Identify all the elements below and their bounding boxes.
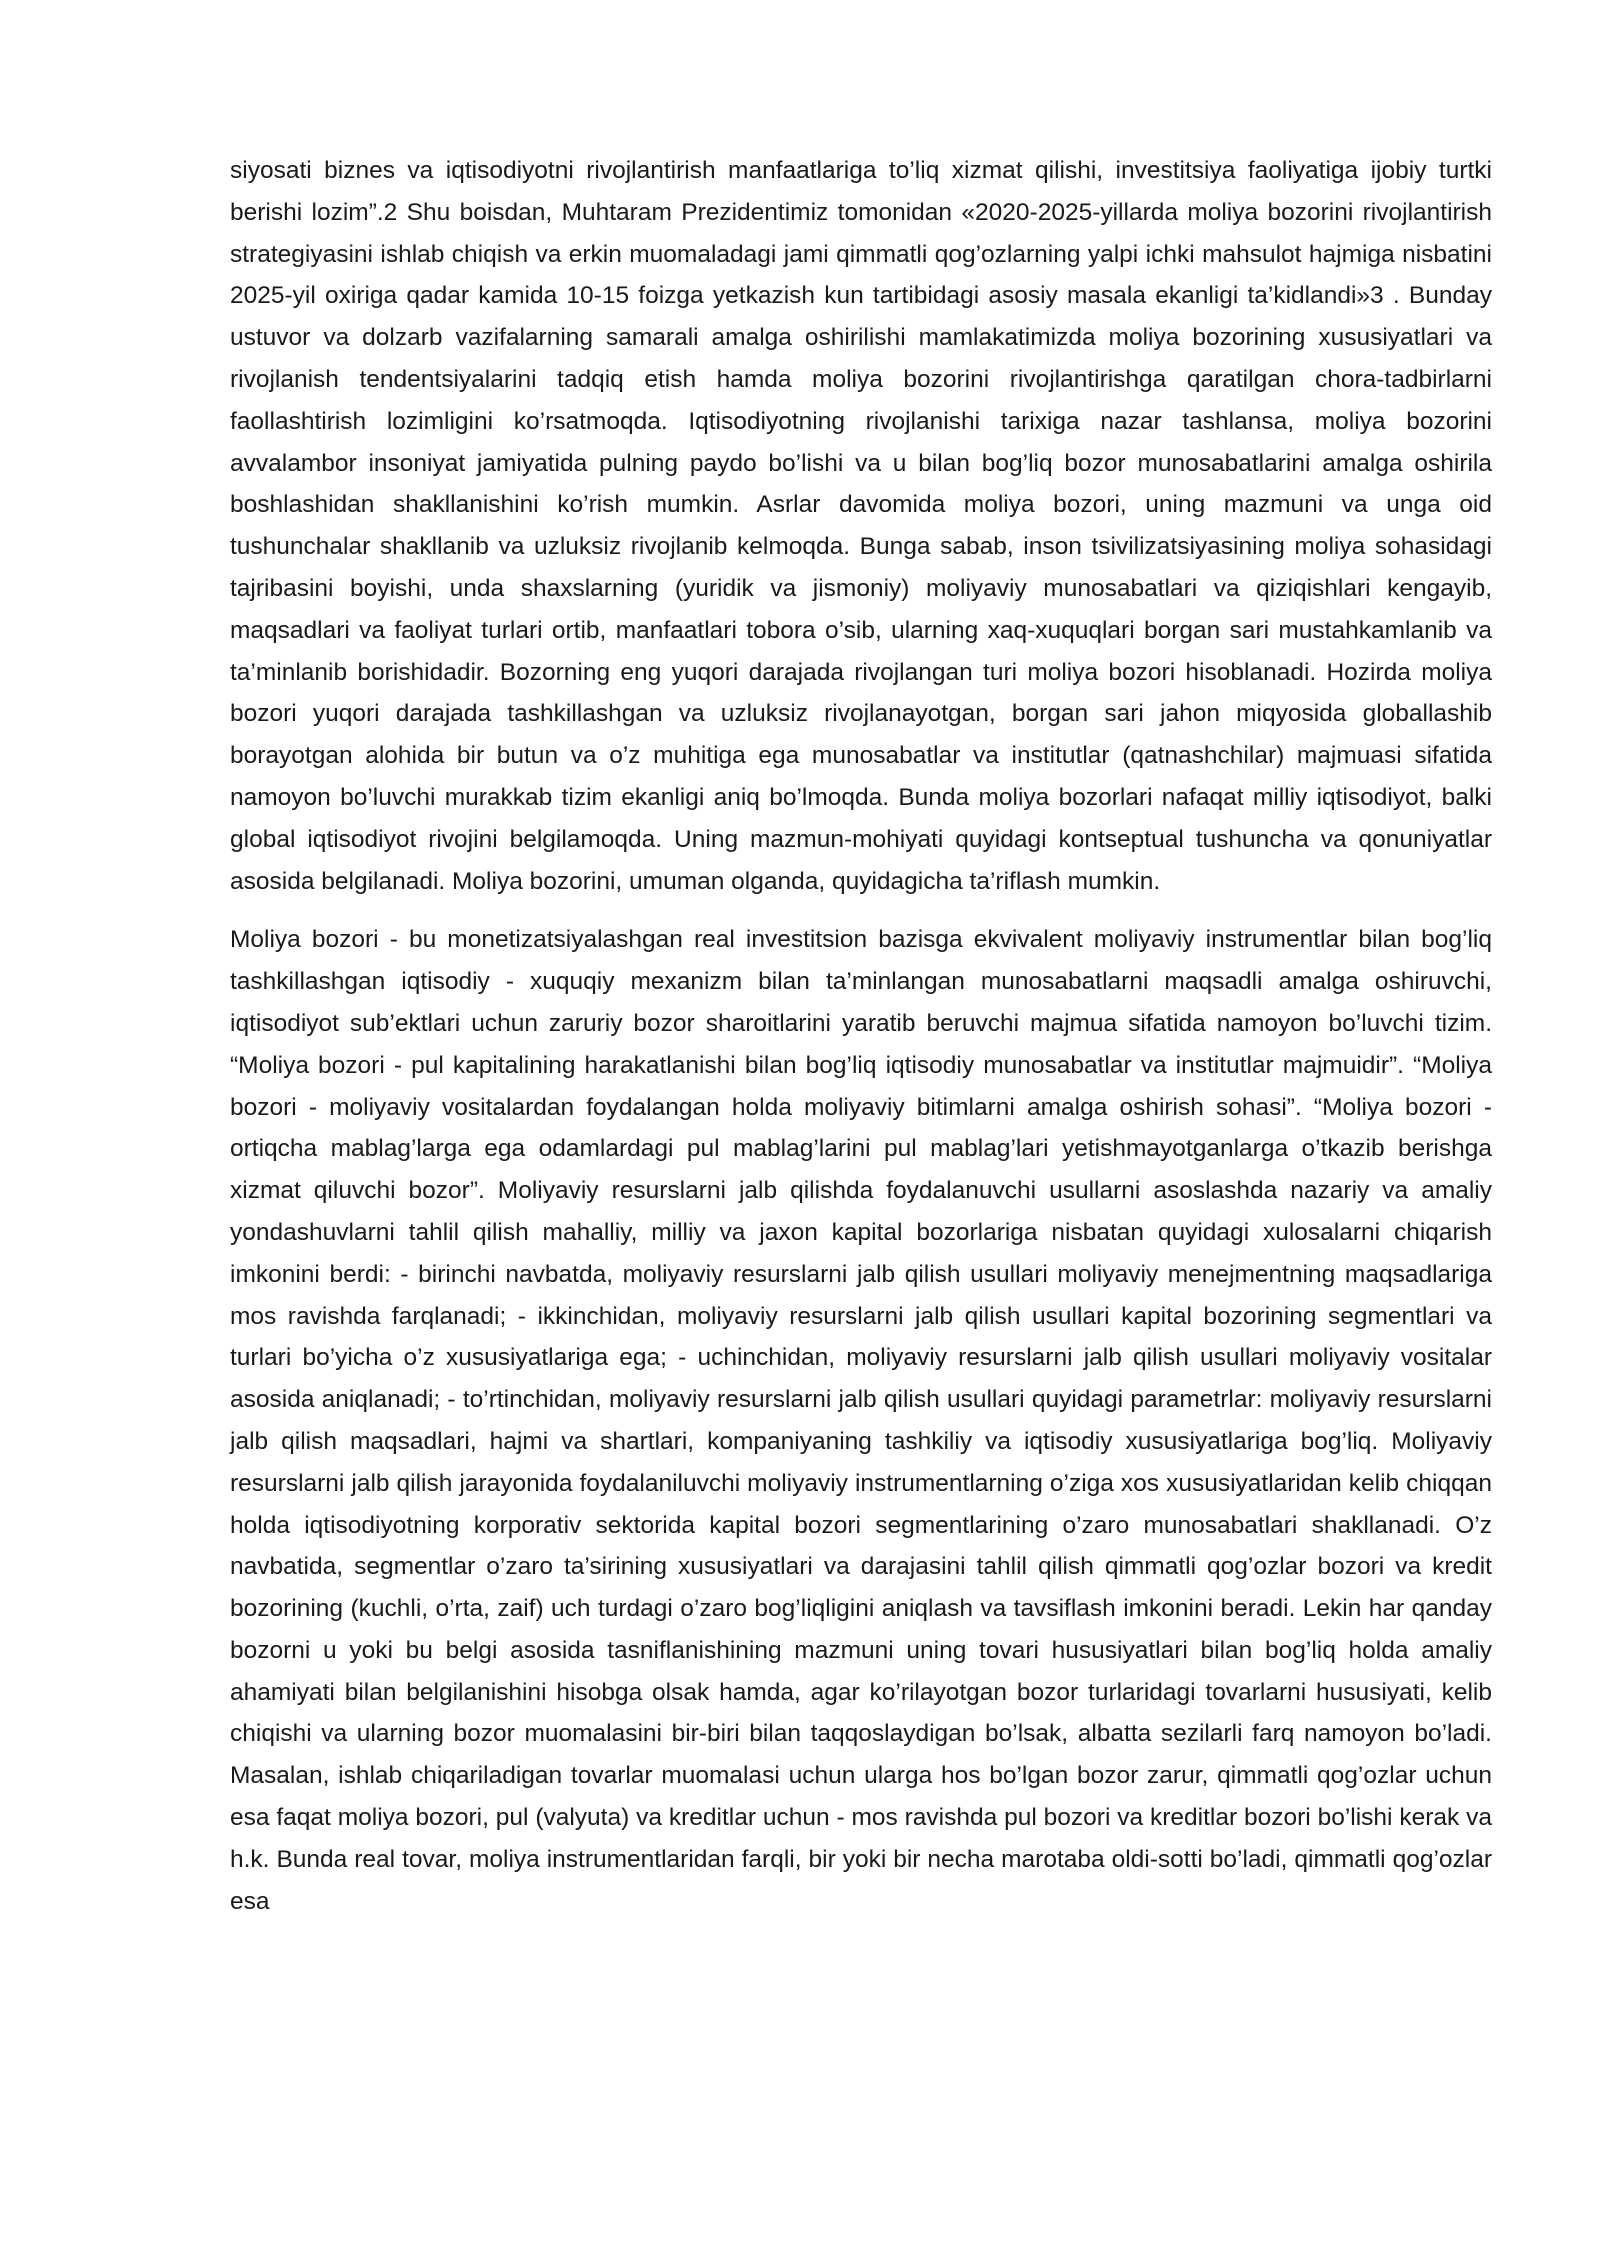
paragraph-2: Moliya bozori - bu monetizatsiyalashgan real investitsion bazisga ekvivalent moliyaviy instrumentlar bilan bog’liq tashkillashgan iqtisodiy - xuquqiy mexanizm bilan ta’minlangan munosabatlarni maqsadli amalga oshiruvchi, iqtisodiyot sub’ektlari uchun zaruriy bozor sharoitlarini yaratib beruvchi majmua sifatida namoyon bo’luvchi tizim. “Moliya bozori - pul kapitalining harakatlanishi bilan bog’liq iqtisodiy munosabatlar va institutlar majmuidir”. “Moliya bozori - moliyaviy vositalardan foydalangan holda moliyaviy bitimlarni amalga oshirish sohasi”. “Moliya bozori - ortiqcha mablag’larga ega odamlardagi pul mablag’larini pul mablag’lari yetishmayotganlarga o’tkazib berishga xizmat qiluvchi bozor”. Moliyaviy resurslarni jalb qilishda foydalanuvchi usullarni asoslashda nazariy va amaliy yondashuvlarni tahlil qilish mahalliy, milliy va jaxon kapital bozorlariga nisbatan quyidagi xulosalarni chiqarish imkonini berdi: - birinchi navbatda, moliyaviy resurslarni jalb qilish usullari moliyaviy menejmentning maqsadlariga mos ravishda farqlanadi; - ikkinchidan, moliyaviy resurslarni jalb qilish usullari kapital bozorining segmentlari va turlari bo’yicha o’z xususiyatlariga ega; - uchinchidan, moliyaviy resurslarni jalb qilish usullari moliyaviy vositalar asosida aniqlanadi; - to’rtinchidan, moliyaviy resurslarni jalb qilish usullari quyidagi parametrlar: moliyaviy resurslarni jalb qilish maqsadlari, hajmi va shartlari, kompaniyaning tashkiliy va iqtisodiy xususiyatlariga bog’liq. Moliyaviy resurslarni jalb qilish jarayonida foydalaniluvchi moliyaviy instrumentlarning o’ziga xos xususiyatlaridan kelib chiqqan holda iqtisodiyotning korporativ sektorida kapital bozori segmentlarining o’zaro munosabatlari shakllanadi. O’z navbatida, segmentlar o’zaro ta’sirining xususiyatlari va darajasini tahlil qilish qimmatli qog’ozlar bozori va kredit bozorining (kuchli, o’rta, zaif) uch turdagi o’zaro bog’liqligini aniqlash va tavsiflash imkonini beradi. Lekin har qanday bozorni u yoki bu belgi asosida tasniflanishining mazmuni uning tovari hususiyatlari bilan bog’liq holda amaliy ahamiyati bilan belgilanishini hisobga olsak hamda, agar ko’rilayotgan bozor turlaridagi tovarlarni hususiyati, kelib chiqishi va ularning bozor muomalasini bir-biri bilan taqqoslaydigan bo’lsak, albatta sezilarli farq namoyon bo’ladi. Masalan, ishlab chiqariladigan tovarlar muomalasi uchun ularga hos bo’lgan bozor zarur, qimmatli qog’ozlar uchun esa faqat moliya bozori, pul (valyuta) va kreditlar uchun - mos ravishda pul bozori va kreditlar bozori bo’lishi kerak va h.k. Bunda real tovar, moliya instrumentlaridan farqli, bir yoki bir necha marotaba oldi-sotti bo’ladi, qimmatli qog’ozlar esa: [230, 926, 1492, 1915]
paragraph-1: siyosati biznes va iqtisodiyotni rivojlantirish manfaatlariga to’liq xizmat qilishi, investitsiya faoliyatiga ijobiy turtki berishi lozim”.2 Shu boisdan, Muhtaram Prezidentimiz tomonidan «2020-2025-yillarda moliya bozorini rivojlantirish strategiyasini ishlab chiqish va erkin muomaladagi jami qimmatli qog’ozlarning yalpi ichki mahsulot hajmiga nisbatini 2025-yil oxiriga qadar kamida 10-15 foizga yetkazish kun tartibidagi asosiy masala ekanligi ta’kidlandi»3 . Bunday ustuvor va dolzarb vazifalarning samarali amalga oshirilishi mamlakatimizda moliya bozorining xususiyatlari va rivojlanish tendentsiyalarini tadqiq etish hamda moliya bozorini rivojlantirishga qaratilgan chora-tadbirlarni faollashtirish lozimligini ko’rsatmoqda. Iqtisodiyotning rivojlanishi tarixiga nazar tashlansa, moliya bozorini avvalambor insoniyat jamiyatida pulning paydo bo’lishi va u bilan bog’liq bozor munosabatlarini amalga oshirila boshlashidan shakllanishini ko’rish mumkin. Asrlar davomida moliya bozori, uning mazmuni va unga oid tushunchalar shakllanib va uzluksiz rivojlanib kelmoqda. Bunga sabab, inson tsivilizatsiyasining moliya sohasidagi tajribasini boyishi, unda shaxslarning (yuridik va jismoniy) moliyaviy munosabatlari va qiziqishlari kengayib, maqsadlari va faoliyat turlari ortib, manfaatlari tobora o’sib, ularning xaq-xuquqlari borgan sari mustahkamlanib va ta’minlanib borishidadir. Bozorning eng yuqori darajada rivojlangan turi moliya bozori hisoblanadi. Hozirda moliya bozori yuqori darajada tashkillashgan va uzluksiz rivojlanayotgan, borgan sari jahon miqyosida globallashib borayotgan alohida bir butun va o’z muhitiga ega munosabatlar va institutlar (qatnashchilar) majmuasi sifatida namoyon bo’luvchi murakkab tizim ekanligi aniq bo’lmoqda. Bunda moliya bozorlari nafaqat milliy iqtisodiyot, balki global iqtisodiyot rivojini belgilamoqda. Uning mazmun-mohiyati quyidagi kontseptual tushuncha va qonuniyatlar asosida belgilanadi. Moliya bozorini, umuman olganda, quyidagicha ta’riflash mumkin.: [230, 157, 1492, 895]
document-body: [230, 150, 1492, 1922]
